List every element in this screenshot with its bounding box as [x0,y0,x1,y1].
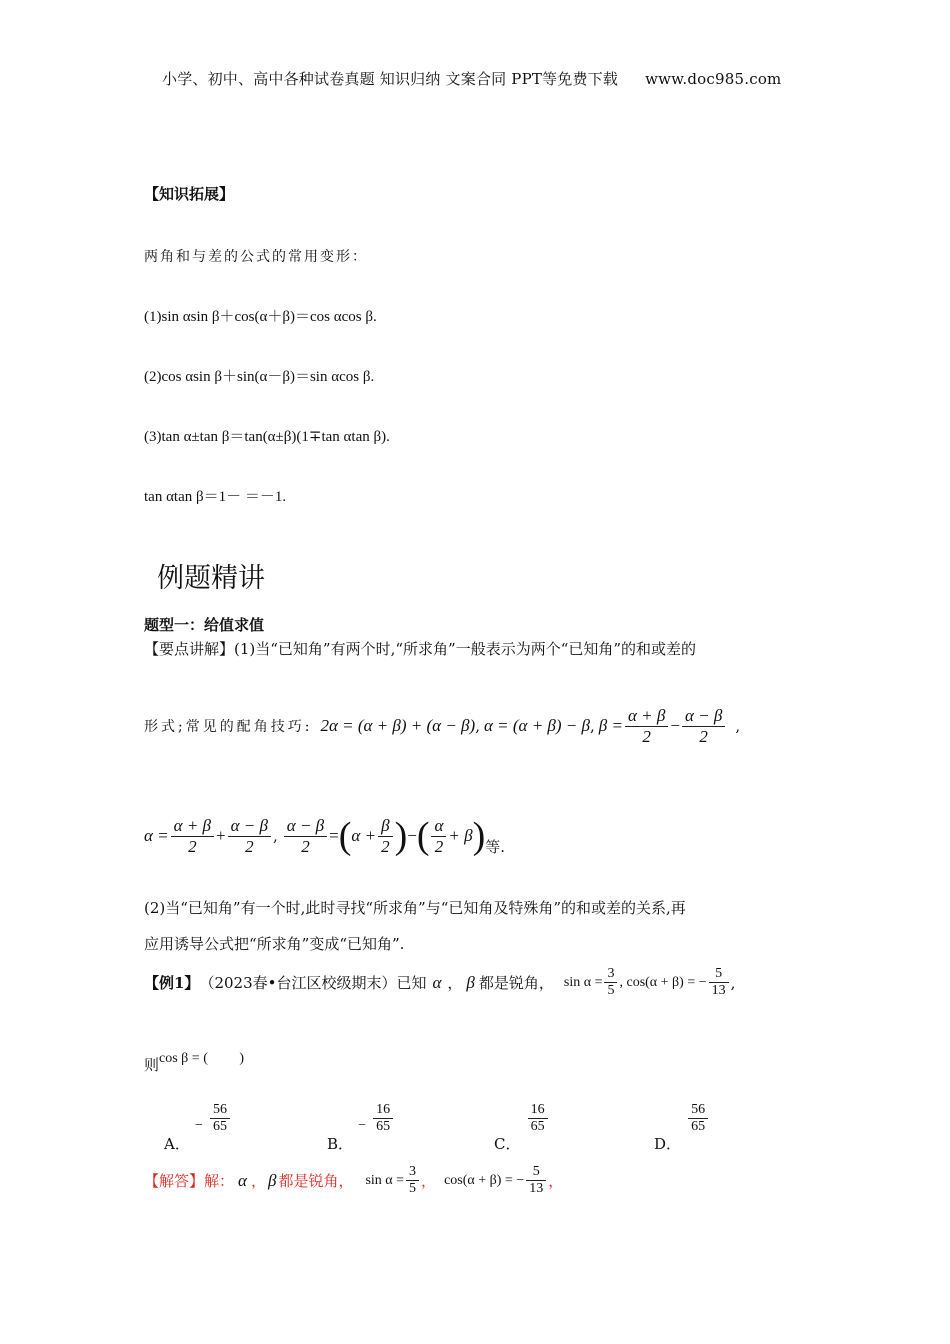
example1-cos-frac: $\frac{5}{13}$ [709,966,729,1000]
technique-line-2: α = $\frac{\alpha + \beta}{2}$ + $\frac{\alpha - \beta}{2}$ , $\frac{\alpha - \beta}{2}$ = ( α + $\frac{\beta}{2}$ ) − ( $\frac{\alpha}{2}$ + β ) 等. [144,815,506,858]
tech-formula-a: 2α = (α + β) + (α − β) [320,716,476,736]
technique-line: 形式;常见的配角技巧: 2α = (α + β) + (α − β) , α = (α + β) − β , β = $\frac{\alpha + \beta}{2}$ − $\frac{\alpha - \beta}{2}$ , [144,706,741,746]
example1-then: 则 [144,1056,160,1074]
header-text: 小学、初中、高中各种试卷真题 知识归纳 文案合同 PPT等免费下载 [162,70,619,88]
section-title: 例题精讲 [157,563,265,594]
formula-3: (3)tan α±tan β＝tan(α±β)(1∓tan αtan β). [144,429,390,445]
formula-4: tan αtan β＝1－ ＝－1. [144,489,287,505]
example1-alpha: α [432,972,442,992]
example1-label: 【例1】 [144,974,200,993]
formula-1: (1)sin αsin β＋cos(α＋β)＝cos αcos β. [144,309,377,325]
answer-alpha: α [238,1170,247,1190]
option-d-frac: $\frac{56}{65}$ [688,1102,708,1136]
tech-frac-6: $\frac{\beta}{2}$ [378,816,393,857]
answer-label: 【解答】 [144,1172,205,1191]
tech-formula-b: α = (α + β) − β [483,716,590,736]
example1-sin-frac: $\frac{3}{5}$ [604,966,617,1000]
type1-p2b: 应用诱导公式把“所求角”变成“已知角”. [144,935,405,953]
tech-formula-c-lhs: β = [598,716,623,736]
example1-ask: cos β = ( ) [159,1051,245,1066]
example1-beta: β [466,972,475,992]
knowledge-title: 【知识拓展】 [144,185,235,203]
option-a[interactable]: A． − $\frac{56}{65}$ [164,1102,232,1136]
answer-cos-frac: $\frac{5}{13}$ [526,1164,546,1198]
answer-cos-lhs: cos(α + β) = − [444,1172,525,1188]
answer-sin-lhs: sin α = [365,1172,405,1188]
type1-title: 题型一：给值求值 [144,616,265,634]
example1-line: 【例1】 （2023春•台江区校级期末）已知 α ， β 都是锐角， sin α = $\frac{3}{5}$ , cos(α + β) = − $\frac{5}{13}$ , [144,966,736,999]
option-b-frac: $\frac{16}{65}$ [373,1102,393,1136]
type1-p2: (2)当“已知角”有一个时,此时寻找“所求角”与“已知角及特殊角”的和或差的关系,再 [144,899,686,917]
tech-formula-g-lhs: α = [144,826,169,846]
etc-text: 等. [485,837,506,856]
tech-frac-5: $\frac{\alpha - \beta}{2}$ [284,816,327,857]
tech-frac-4: $\frac{\alpha - \beta}{2}$ [228,816,271,857]
tech-frac-1: $\frac{\alpha + \beta}{2}$ [625,706,668,747]
example1-ask-line [144,1051,245,1075]
formula-2: (2)cos αsin β＋sin(α－β)＝sin αcos β. [144,369,375,385]
option-a-frac: $\frac{56}{65}$ [210,1102,230,1136]
answer-jie: 解： [204,1172,235,1191]
answer-line: 【解答】 解： α ， β 都是锐角， sin α = $\frac{3}{5}$ ， cos(α + β) = − $\frac{5}{13}$ ， [144,1164,564,1197]
tech-frac-7: $\frac{\alpha}{2}$ [431,816,446,857]
answer-beta: β [267,1170,277,1190]
example1-cond: 都是锐角， [478,974,554,993]
option-d[interactable]: D． $\frac{56}{65}$ [654,1102,710,1136]
tech-frac-2: $\frac{\alpha - \beta}{2}$ [682,706,725,747]
tech-frac-3: $\frac{\alpha + \beta}{2}$ [171,816,214,857]
technique-label: 形式;常见的配角技巧: [144,719,313,736]
example1-sin-lhs: sin α = [563,974,603,990]
example1-source: （2023春•台江区校级期末）已知 [199,974,427,993]
option-b[interactable]: B． − $\frac{16}{65}$ [327,1102,395,1136]
option-c[interactable]: C． $\frac{16}{65}$ [494,1102,550,1136]
header-url[interactable]: www.doc985.com [645,70,782,88]
knowledge-intro: 两角和与差的公式的常用变形： [144,249,368,265]
answer-cond: 都是锐角， [278,1172,354,1191]
type1-p1: 【要点讲解】(1)当“已知角”有两个时,“所求角”一般表示为两个“已知角”的和或差的 [144,640,697,658]
example1-cos-lhs: , cos(α + β) = − [619,974,707,990]
page-header [162,68,781,89]
option-c-frac: $\frac{16}{65}$ [528,1102,548,1136]
answer-sin-frac: $\frac{3}{5}$ [406,1164,419,1198]
